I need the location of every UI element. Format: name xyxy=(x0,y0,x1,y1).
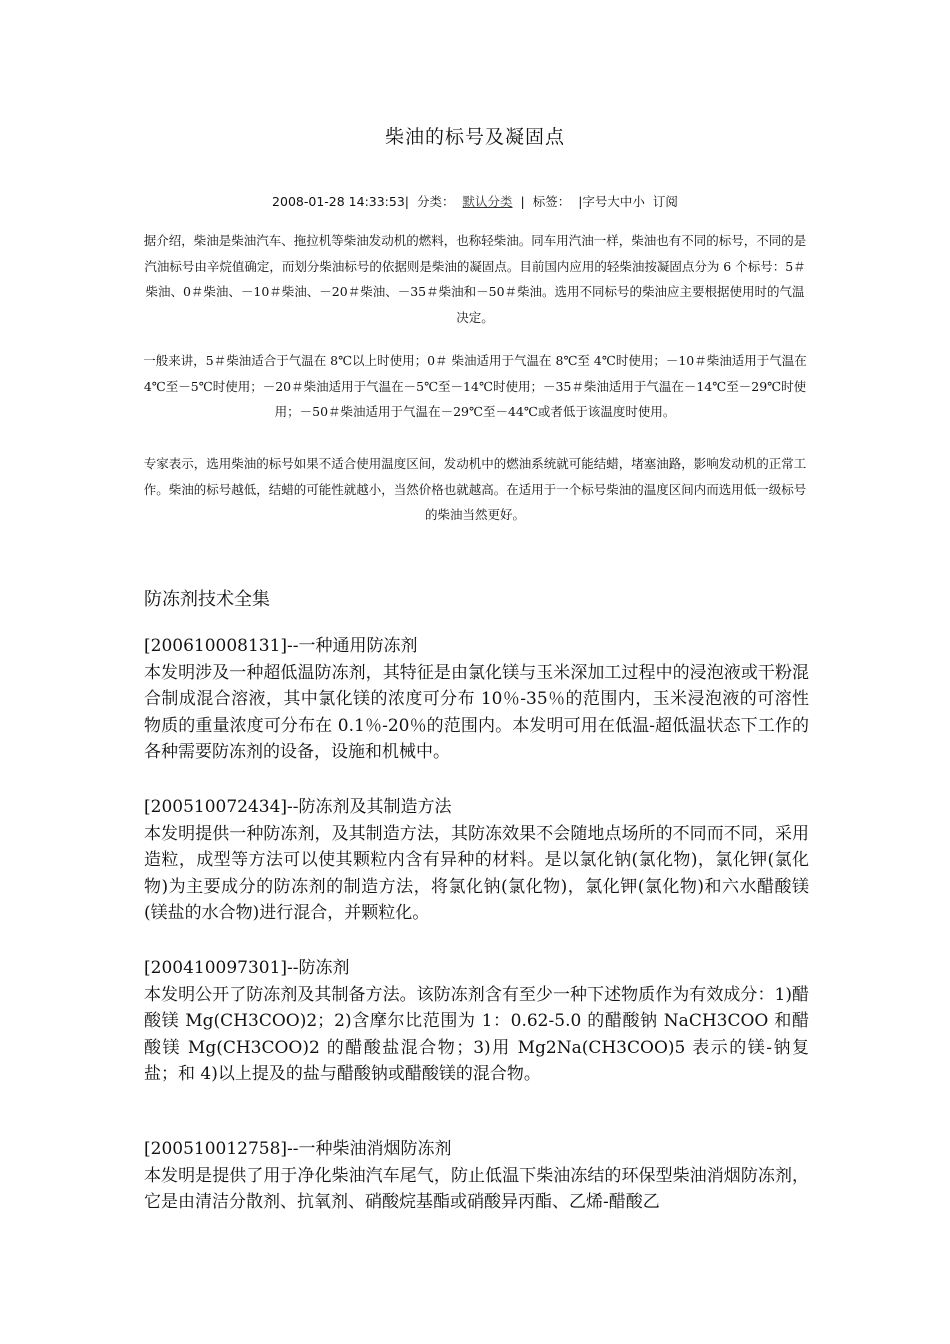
patent-heading: [200610008131]--一种通用防冻剂 xyxy=(144,636,418,656)
patent-body: 本发明涉及一种超低温防冻剂，其特征是由氯化镁与玉米深加工过程中的浸泡液或干粉混合制成混合溶液，其中氯化镁的浓度可分布 10％-35％的范围内，玉米浸泡液的可溶性物质的重量浓度可分布在 0.1％-20％的范围内。本发明可用在低温-超低温状态下工作的各种需要防冻剂的设备，设施和机械中。 xyxy=(144,662,809,762)
category-label: 分类： xyxy=(417,194,455,209)
patent-heading: [200410097301]--防冻剂 xyxy=(144,958,350,978)
patent-heading: [200510012758]--一种柴油消烟防冻剂 xyxy=(144,1139,452,1159)
page-title: 柴油的标号及凝固点 xyxy=(384,126,565,148)
section-title: 防冻剂技术全集 xyxy=(144,589,270,610)
tags-label: 标签： xyxy=(532,194,571,209)
patent-body: 本发明公开了防冻剂及其制备方法。该防冻剂含有至少一种下述物质作为有效成分：1)醋酸镁 Mg(CH3COO)2；2)含摩尔比范围为 1：0.62-5.0 的醋酸钠 NaCH3COO 和醋酸镁 Mg(CH3COO)2 的醋酸盐混合物；3)用 Mg2Na(CH3COO)5 表示的镁-钠复盐；和 4)以上提及的盐与醋酸钠或醋酸镁的混合物。 xyxy=(144,984,809,1084)
patent-body: 本发明是提供了用于净化柴油汽车尾气，防止低温下柴油冻结的环保型柴油消烟防冻剂，它是由清洁分散剂、抗氧剂、硝酸烷基酯或硝酸异丙酯、乙烯-醋酸乙 xyxy=(144,1165,809,1212)
intro-paragraph-2: 一般来讲，5＃柴油适合于气温在 8℃以上时使用；0＃ 柴油适用于气温在 8℃至 4℃时使用；－10＃柴油适用于气温在 4℃至－5℃时使用；－20＃柴油适用于气温在－5℃至－14℃时使用；－35＃柴油适用于气温在－14℃至－29℃时使用；－50＃柴油适用于气温在－29℃至－44℃或者低于该温度时使用。 xyxy=(143,353,807,419)
post-meta xyxy=(0,192,950,210)
meta-separator: | xyxy=(520,194,525,209)
post-datetime: 2008-01-28 14:33:53| xyxy=(272,194,410,209)
patent-body: 本发明提供一种防冻剂，及其制造方法，其防冻效果不会随地点场所的不同而不同，采用造粒，成型等方法可以使其颗粒内含有异种的材料。是以氯化钠(氯化物)，氯化钾(氯化物)为主要成分的防冻剂的制造方法，将氯化钠(氯化物)，氯化钾(氯化物)和六水醋酸镁(镁盐的水合物)进行混合，并颗粒化。 xyxy=(144,823,809,923)
category-link[interactable]: 默认分类 xyxy=(462,194,513,209)
intro-paragraph-3: 专家表示，选用柴油的标号如果不适合使用温度区间，发动机中的燃油系统就可能结蜡，堵塞油路，影响发动机的正常工作。柴油的标号越低，结蜡的可能性就越小，当然价格也就越高。在适用于一个标号柴油的温度区间内而选用低一级标号的柴油当然更好。 xyxy=(143,456,807,522)
font-size-controls[interactable]: |字号大中小 xyxy=(578,194,645,209)
patent-entry xyxy=(144,794,809,927)
intro-paragraph-1: 据介绍，柴油是柴油汽车、拖拉机等柴油发动机的燃料，也称轻柴油。同车用汽油一样，柴油也有不同的标号，不同的是汽油标号由辛烷值确定，而划分柴油标号的依据则是柴油的凝固点。目前国内应用的轻柴油按凝固点分为 6 个标号：5＃柴油、0＃柴油、－10＃柴油、－20＃柴油、－35＃柴油和－50＃柴油。选用不同标号的柴油应主要根据使用时的气温决定。 xyxy=(143,233,807,325)
subscribe-link[interactable]: 订阅 xyxy=(652,194,678,209)
patent-heading: [200510072434]--防冻剂及其制造方法 xyxy=(144,797,452,817)
patent-entry xyxy=(144,1136,809,1216)
patent-entry xyxy=(144,955,809,1088)
patent-entry xyxy=(144,633,809,766)
